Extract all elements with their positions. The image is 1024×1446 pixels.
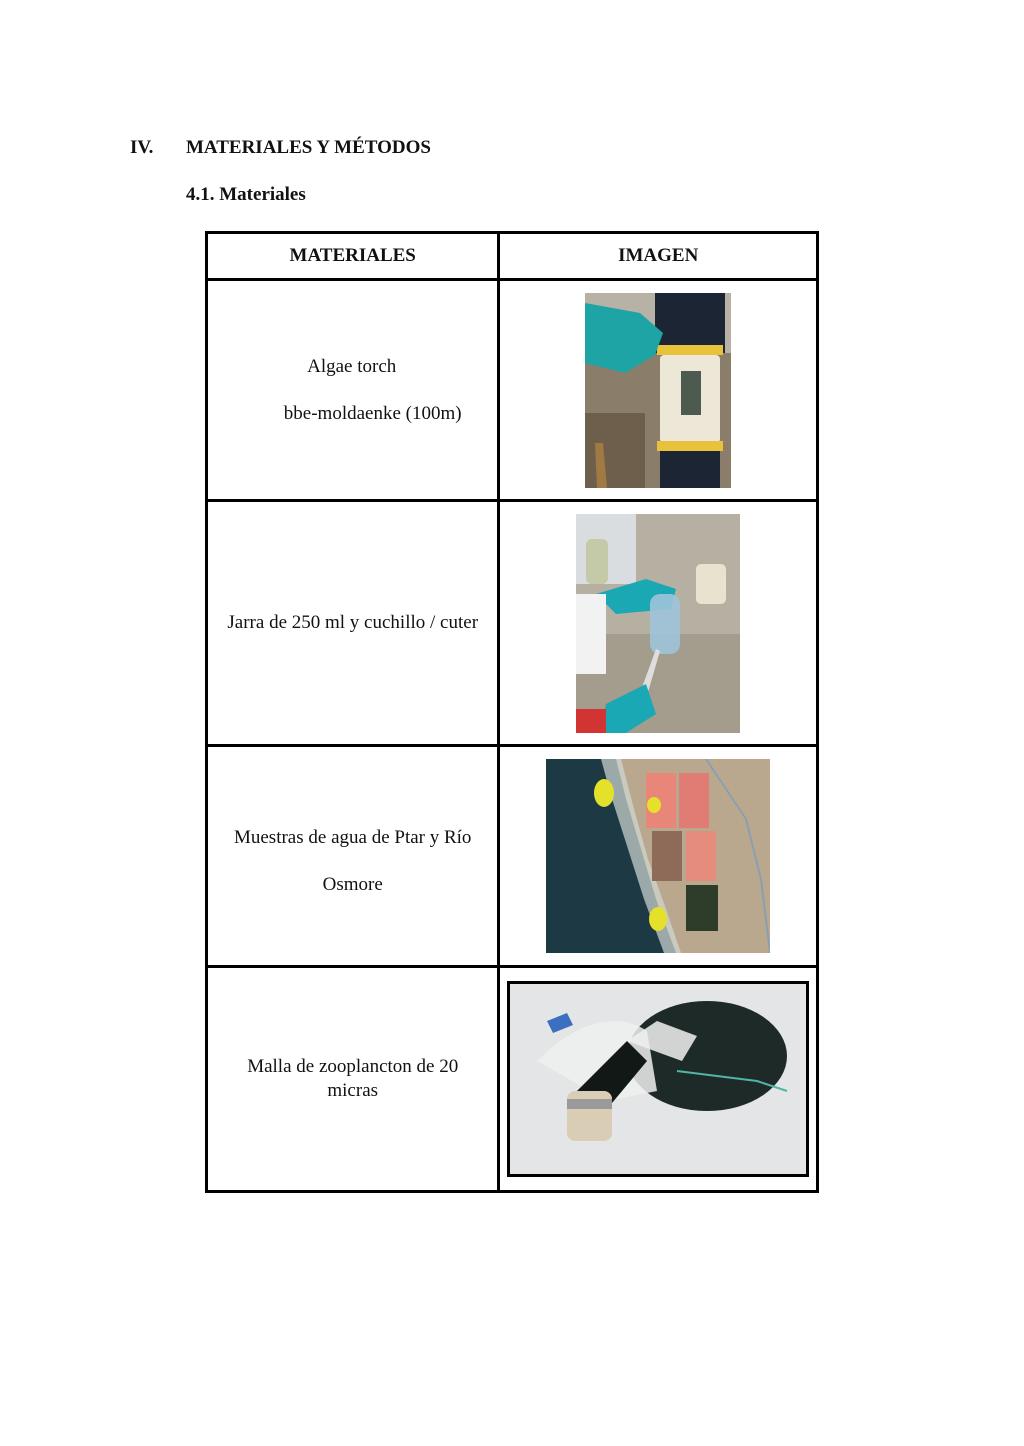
- material-line: Algae torch: [307, 355, 397, 377]
- header-imagen: IMAGEN: [499, 233, 818, 280]
- material-line: Malla de zooplancton de 20: [247, 1056, 459, 1077]
- material-line: Osmore: [322, 873, 383, 895]
- table-row: [207, 967, 818, 1192]
- algae-torch-photo: [585, 293, 731, 488]
- section-heading: [130, 137, 431, 159]
- material-cell: [207, 746, 499, 967]
- zooplankton-net-photo: [507, 981, 809, 1177]
- table-row: [207, 746, 818, 967]
- material-line: micras: [327, 1080, 379, 1101]
- image-cell: [499, 746, 818, 967]
- material-line: Jarra de 250 ml y cuchillo / cuter: [227, 612, 479, 633]
- section-number: IV.: [130, 137, 154, 158]
- section-title: MATERIALES Y MÉTODOS: [186, 137, 431, 158]
- image-cell: [499, 967, 818, 1192]
- material-cell: [207, 967, 499, 1192]
- satellite-map-photo: [546, 759, 770, 953]
- jar-and-knife-photo: [576, 514, 740, 733]
- materials-table: [205, 231, 819, 1193]
- material-line: Muestras de agua de Ptar y Río: [233, 826, 472, 848]
- image-cell: [499, 280, 818, 501]
- header-materiales: MATERIALES: [207, 233, 499, 280]
- material-line: bbe-moldaenke (100m): [283, 402, 462, 424]
- image-cell: [499, 501, 818, 746]
- table-row: [207, 501, 818, 746]
- material-cell: [207, 501, 499, 746]
- table-row: [207, 280, 818, 501]
- subsection-heading: 4.1. Materiales: [186, 184, 306, 205]
- table-header-row: [207, 233, 818, 280]
- material-cell: [207, 280, 499, 501]
